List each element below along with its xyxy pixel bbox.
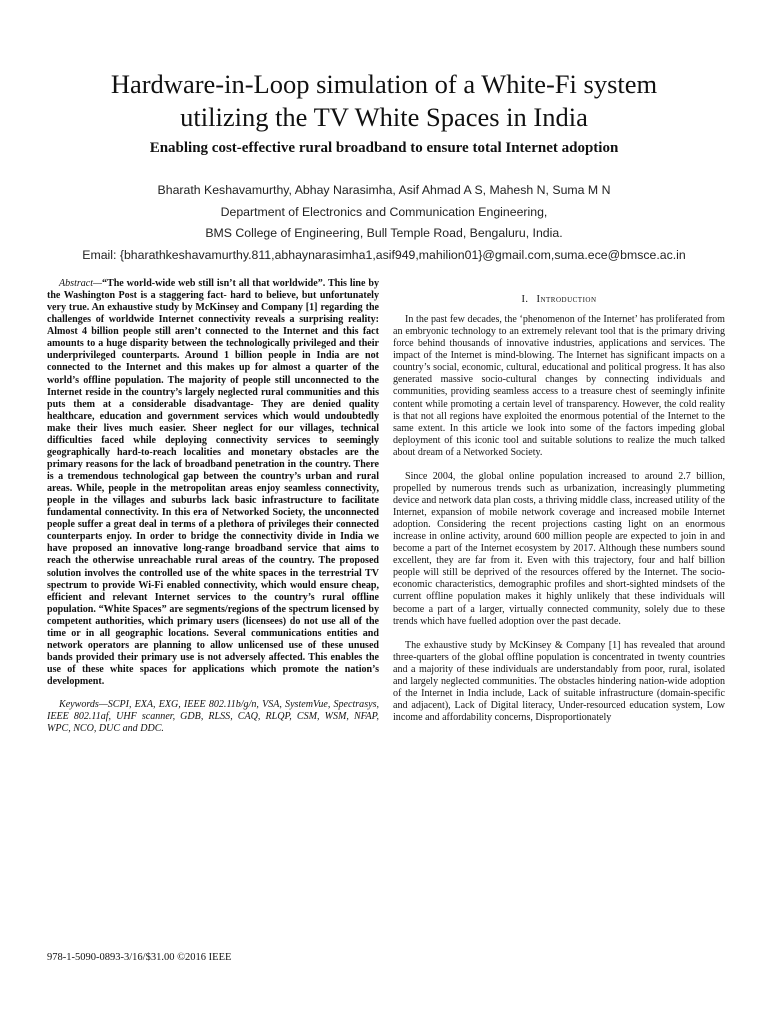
- section-heading-introduction: [393, 294, 725, 306]
- paper-title: [20, 68, 748, 134]
- college: BMS College of Engineering, Bull Temple Road, Bengaluru, India.: [205, 226, 563, 240]
- paper-subtitle: Enabling cost-effective rural broadband to ensure total Internet adoption: [149, 140, 619, 156]
- intro-paragraph-3: The exhaustive study by McKinsey & Company [1] has revealed that around three-quarters of the global offline population is concentrated in twenty countries and a majority of these individuals are understandably from poor, rural, isolated and largely neglected communities. The obstacles hindering nation-wide adoption of the Internet in India include, Lack of suitable infrastructure (domain-specific and adjacent), Lack of Digital literacy, Under-resourced education system, Low income and affordability concerns, Disproportionately: [393, 639, 725, 723]
- intro-paragraph-1: In the past few decades, the ‘phenomenon of the Internet’ has proliferated from an embryonic technology to an extremely relevant tool that is the primary driving force behind thousands of innovative industries, applications and services. The impact of the Internet is mind-blowing. The Internet has significant impacts on a country’s social, economic, cultural, educational and political progress. It has also generated massive socio-cultural changes by connecting individuals and communities, providing seamless access to a treasure chest of seemingly infinite content while promoting a certain level of transparency. However, the cold reality is that not all regions have exploited the enormous potential of the Internet to the same extent. In this article we look into some of the factors impeding global deployment of this iconic tool and suitable solutions to realize the much talked about dream of a Networked Society.: [393, 314, 725, 458]
- left-column: [47, 278, 379, 735]
- copyright-footer: 978-1-5090-0893-3/16/$31.00 ©2016 IEEE: [47, 952, 232, 963]
- section-number: I.: [521, 294, 529, 305]
- keywords: Keywords—SCPI, EXA, EXG, IEEE 802.11b/g/n, VSA, SystemVue, Spectrasys, IEEE 802.11af, UHF scanner, GDB, RLSS, CAQ, RLQP, CSM, WSM, NFAP, WPC, NCO, DUC and DDC.: [47, 699, 379, 735]
- section-title: Introduction: [536, 294, 597, 305]
- title-line-2: utilizing the TV White Spaces in India: [180, 102, 588, 132]
- abstract-text: “The world-wide web still isn’t all that worldwide”. This line by the Washington Post is a staggering fact- hard to believe, but unfortunately very true. An exhaustive study by McKinsey and Company [1] regarding the challenges of worldwide Internet connectivity reveals a surprising reality: Almost 4 billion people still aren’t connected to the Internet and this fact amounts to a huge disparity between the technologically privileged and their underprivileged counterparts. Around 1 billion people in India are not connected to the Internet and this makes up for almost a quarter of the world’s offline population. The majority of people still unconnected to the Internet reside in the country’s largely neglected rural communities and this puts them at a considerable disadvantage- They are denied quality healthcare, education and government services which would undoubtedly make their lives much easier. Sheer neglect for our villages, technical difficulties faced while deploying connectivity services to seemingly geographically hard-to-reach localities and monetary obstacles are the primary reasons for the lack of broadband penetration in the country. There is a tremendous technological gap between the country’s urban and rural areas. While, people in the metropolitan areas enjoy seamless connectivity, people in the villages and suburbs lack basic infrastructure to facilitate fundamental connectivity. In this era of Networked Society, the unconnected people suffer a great deal in terms of a plethora of privileges their connected counterparts enjoy. In order to bridge the connectivity divide in India we have proposed an innovative long-range broadband service that aims to reach the otherwise unreachable rural areas of the country. The proposed solution involves the controlled use of the white spaces in the terrestrial TV spectrum to provide Wi-Fi enabled connectivity, which would ensure cheap, efficient and relevant Internet services to the country’s rural offline population. “White Spaces” are segments/regions of the spectrum licensed by competent authorities, which primary users (licensees) do not use all of the time or in all geographic locations. Several communications entities and network operators are planning to allow unlicensed use of these unused bands provided their primary use is not adversely affected. This enables the use of these white spaces for applications which promote the nation’s development.: [47, 278, 379, 688]
- right-column: [393, 294, 725, 736]
- abstract-label: Abstract—: [59, 278, 102, 289]
- authors: Bharath Keshavamurthy, Abhay Narasimha, Asif Ahmad A S, Mahesh N, Suma M N: [157, 183, 611, 197]
- email: Email: {bharathkeshavamurthy.811,abhaynarasimha1,asif949,mahilion01}@gmail.com,suma.ece@bmsce.ac.in: [82, 247, 686, 262]
- author-block: [20, 180, 748, 266]
- intro-paragraph-2: Since 2004, the global online population increased to around 2.7 billion, propelled by numerous trends such as urbanization, increasingly plummeting device and network data plan costs, a thriving middle class, increased utility of the Internet, expansion of mobile network coverage and increased mobile Internet adoption. Considering the recent projections casting light on an enormous increase in online activity, around 600 million people are expected to join in and become a part of the Internet ecosystem by 2017. Although these numbers sound excellent, they are far from it. Even with this trajectory, four and half billion people will still be deprived of the resources offered by the Internet. The socio-economic characteristics, demographic profiles and short-sighted mindsets of the current offline population makes it highly unlikely that these individuals will become a part of a larger, virtually connected community, solely due to these trends which have fuelled adoption over the past decade.: [393, 470, 725, 627]
- abstract: [47, 278, 379, 688]
- title-line-1: Hardware-in-Loop simulation of a White-Fi system: [110, 69, 658, 99]
- department: Department of Electronics and Communication Engineering,: [220, 204, 548, 219]
